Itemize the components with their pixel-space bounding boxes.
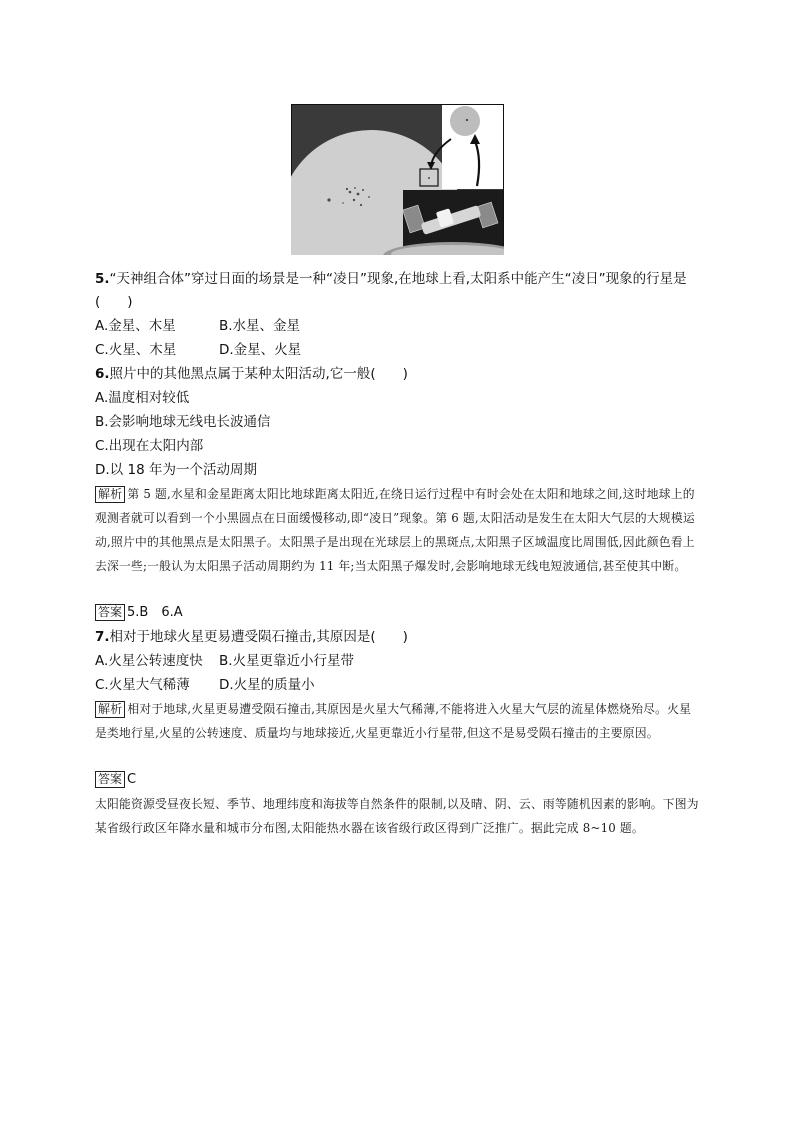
answer-label: 答案 [95, 604, 125, 621]
question-number: 6. [95, 366, 110, 382]
option-b: B.水星、金星 [219, 318, 301, 334]
option-c: C.火星、木星 [95, 342, 177, 358]
analysis-block-1 [95, 482, 700, 578]
analysis-label: 解析 [95, 701, 125, 718]
option-d: D.金星、火星 [219, 342, 302, 358]
question-5 [95, 270, 687, 288]
sun-transit-figure [291, 104, 504, 255]
analysis-block-2 [95, 697, 700, 745]
question-5-paren: ( ) [95, 294, 133, 310]
option-b: B.火星更靠近小行星带 [219, 653, 355, 669]
question-7-options-row2 [95, 676, 315, 694]
option-b: B.会影响地球无线电长波通信 [95, 414, 271, 430]
answer-text: 5.B 6.A [127, 605, 183, 620]
option-d: D.火星的质量小 [219, 677, 315, 693]
answer-text: C [127, 772, 137, 787]
question-text: 相对于地球火星更易遭受陨石撞击,其原因是( ) [109, 629, 408, 645]
question-5-options-row1 [95, 317, 300, 335]
option-c: C.火星大气稀薄 [95, 677, 190, 693]
question-text: “天神组合体”穿过日面的场景是一种“凌日”现象,在地球上看,太阳系中能产生“凌日”现象的行星是 [109, 271, 687, 287]
option-a: A.金星、木星 [95, 318, 176, 334]
answer-label: 答案 [95, 771, 125, 788]
analysis-label: 解析 [95, 486, 125, 503]
question-7 [95, 628, 408, 646]
intro-paragraph: 太阳能资源受昼夜长短、季节、地理纬度和海拔等自然条件的限制,以及晴、阴、云、雨等随机因素的影响。下图为某省级行政区年降水量和城市分布图,太阳能热水器在该省级行政区得到广泛推广。据此完成 8~10 题。 [95, 797, 699, 835]
zoomed-sun-disk [450, 106, 480, 136]
option-a: A.温度相对较低 [95, 390, 190, 406]
question-7-options-row1 [95, 652, 354, 670]
analysis-text: 相对于地球,火星更易遭受陨石撞击,其原因是火星大气稀薄,不能将进入火星大气层的流星体燃烧殆尽。火星是类地行星,火星的公转速度、质量均与地球接近,火星更靠近小行星带,但这不是易受陨石撞击的主要原因。 [95, 702, 692, 740]
question-number: 5. [95, 271, 110, 287]
option-d: D.以 18 年为一个活动周期 [95, 462, 257, 478]
option-c: C.出现在太阳内部 [95, 438, 204, 454]
question-6 [95, 365, 408, 383]
analysis-text: 第 5 题,水星和金星距离太阳比地球距离太阳近,在绕日运行过程中有时会处在太阳和地球之间,这时地球上的观测者就可以看到一个小黑圆点在日面缓慢移动,即“凌日”现象。第 6 题,太阳活动是发生在太阳大气层的大规模运动,照片中的其他黑点是太阳黑子。太阳黑子是出现在光球层上的黑斑点,太阳黑子区域温度比周围低,因此颜色看上去深一些;一般认为太阳黑子活动周期约为 11 年;当太阳黑子爆发时,会影响地球无线电短波通信,甚至使其中断。 [95, 487, 695, 573]
question-text: 照片中的其他黑点属于某种太阳活动,它一般( ) [109, 366, 408, 382]
option-a: A.火星公转速度快 [95, 653, 203, 669]
question-number: 7. [95, 629, 110, 645]
question-5-options-row2 [95, 341, 301, 359]
answer-block-1 [95, 604, 183, 622]
answer-block-2 [95, 771, 136, 789]
